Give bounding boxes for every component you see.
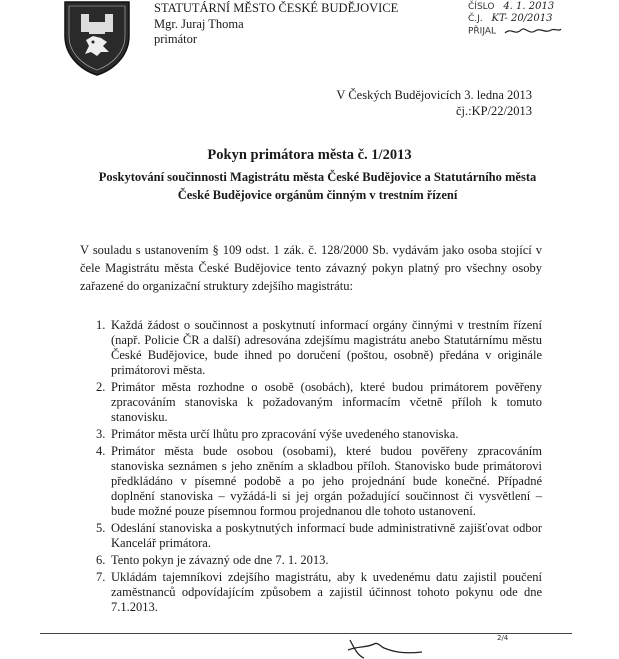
item-text: Tento pokyn je závazný ode dne 7. 1. 2013. (111, 553, 329, 567)
item-text: Odeslání stanoviska a poskytnutých informací bude administrativně zajišťovat odbor Kancelář primátora. (111, 521, 542, 550)
list-item (96, 570, 542, 615)
stamp-value-ref: KT- 20/2013 (491, 13, 553, 24)
reference-number: čj.:KP/22/2013 (455, 104, 532, 118)
footer-divider (40, 633, 572, 634)
page-number: 2/4 (497, 634, 509, 642)
list-item (96, 380, 542, 425)
document-title: Pokyn primátora města č. 1/2013 (207, 147, 412, 163)
item-text: Ukládám tajemníkovi zdejšího magistrátu, aby k uvedenému datu zajistil poučení zaměstnanců odpovídajícím způsobem a zajistil účinnost tohoto pokynu ode dne 7.1.2013. (111, 570, 542, 614)
coat-of-arms-icon (57, 0, 137, 76)
item-text: Primátor města rozhodne o osobě (osobách), které budou primátorem pověřeny zpracováním stanoviska k požadovaným informacím včetně příloh k tomuto stanovisku. (111, 380, 542, 424)
item-text: Primátor města bude osobou (osobami), které budou pověřeny zpracováním stanoviska seznámen s jeho zněním a skladbou příloh. Stanovisko bude primátorovi předkládáno v písemné podobě a po jeho projednání bude konečné. Případné doplnění stanoviska – vyžádá-li si jej orgán požadující součinnost či vysvětlení – bude možné pouze písemnou formou projednanou dle tohoto ustanovení. (111, 444, 542, 518)
stamp-label-ref: Č.J. (468, 14, 483, 24)
document-subtitle: Poskytování součinnosti Magistrátu města České Budějovice a Statutárního města České Budějovice orgánům činným v trestním řízení (98, 170, 537, 202)
intro-paragraph: V souladu s ustanovením § 109 odst. 1 zák. č. 128/2000 Sb. vydávám jako osoba stojící v čele Magistrátu města České Budějovice tento závazný pokyn platný pro všechny osoby zařazené do organizační struktury zdejšího magistrátu: (80, 243, 542, 293)
stamp-label-received: PŘIJAL (468, 26, 497, 37)
stamp-label-number: ČÍSLO (468, 2, 495, 12)
list-item (96, 521, 542, 551)
registry-stamp (464, 0, 574, 40)
item-number: 3. (96, 427, 106, 441)
item-number: 5. (96, 521, 106, 535)
received-signature-icon (503, 25, 563, 37)
instruction-list (96, 318, 542, 617)
item-number: 6. (96, 553, 106, 567)
list-item (96, 444, 542, 519)
item-text: Každá žádost o součinnost a poskytnutí informací orgány činnými v trestním řízení (např. Policie ČR a další) adresována zdejšímu magistrátu anebo Statutárnímu městu České Budějovice, bude ihned po doručení (poštou, osobně) předána v originále primátorovi města. (111, 318, 542, 377)
place-date: V Českých Budějovicích 3. ledna 2013 (336, 88, 532, 102)
item-number: 1. (96, 318, 106, 332)
mayor-role: primátor (154, 32, 198, 46)
item-number: 2. (96, 380, 106, 394)
mayor-name: Mgr. Juraj Thoma (154, 17, 244, 31)
stamp-value-number: 4. 1. 2013 (503, 1, 555, 12)
list-item (96, 427, 542, 442)
list-item (96, 553, 542, 568)
item-number: 4. (96, 444, 106, 458)
signature-icon (344, 638, 424, 659)
item-text: Primátor města určí lhůtu pro zpracování výše uvedeného stanoviska. (111, 427, 459, 441)
organization-name: STATUTÁRNÍ MĚSTO ČESKÉ BUDĚJOVICE (154, 1, 399, 15)
list-item (96, 318, 542, 378)
item-number: 7. (96, 570, 106, 584)
